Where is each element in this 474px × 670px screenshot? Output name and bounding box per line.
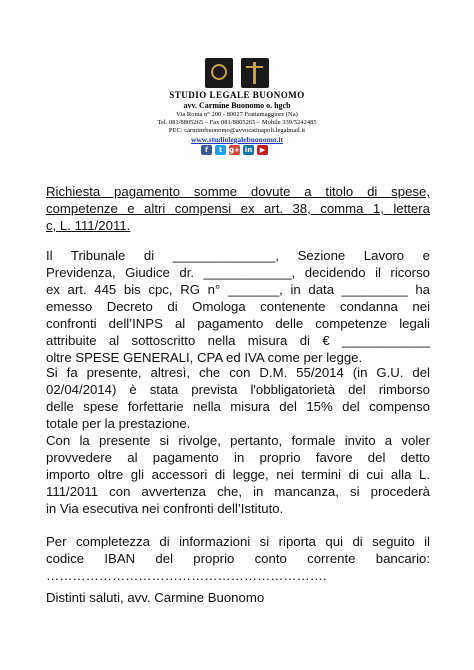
- paragraph-payment-request: [46, 432, 430, 517]
- paragraph-dm-55-2014: [46, 364, 430, 432]
- text-line: 111/2011 con avvertenza che, in mancanza, si procederà: [46, 484, 430, 499]
- text-line: provvedere al pagamento in proprio favore del detto: [46, 450, 430, 465]
- closing-signature: [46, 589, 430, 606]
- text-line: ex art. 445 bis cpc, RG n° _______, in data _________ ha: [46, 282, 430, 297]
- subject-line: c, L. 111/2011.: [46, 218, 131, 233]
- justice-scales-icon: [241, 58, 269, 88]
- studio-contacts: Tel. 081/8805265 – Fax 081/8805265 – Mobile 339/5242485: [157, 119, 317, 126]
- text-line: emesso Decreto di Omologa contenente condanna nei: [46, 299, 430, 314]
- website-link[interactable]: www.studiolegalebuonomo.it: [190, 135, 284, 144]
- social-links: [201, 145, 268, 155]
- studio-pec: PEC: carminebuonomo@avvocatinapoli.legalmail.it: [168, 127, 306, 134]
- text-line: Per completezza di informazioni si riporta qui di seguito il: [46, 534, 430, 549]
- letter-subject: [46, 183, 430, 234]
- studio-name: STUDIO LEGALE BUONOMO: [169, 90, 305, 100]
- text-line: Con la presente si rivolge, pertanto, formale invito a voler: [46, 433, 430, 448]
- subject-line: competenze e altri compensi ex art. 38, comma 1, lettera: [46, 201, 430, 216]
- subject-line: Richiesta pagamento somme dovute a titolo di spese,: [46, 184, 430, 199]
- iban-placeholder: ……………………………………………………….: [46, 568, 327, 583]
- text-line: Il Tribunale di ______________, Sezione Lavoro e: [46, 248, 430, 263]
- text-line: Si fa presente, altresì, che con D.M. 55/2014 (in G.U. del: [46, 365, 430, 380]
- text-line: oltre SPESE GENERALI, CPA ed IVA come per legge.: [46, 350, 363, 365]
- studio-address: Via Roma n° 200 - 80027 Frattamaggiore (Na): [176, 111, 298, 118]
- linkedin-icon[interactable]: in: [244, 146, 253, 154]
- text-line: delle spese forfettarie nella misura del 15% del compenso: [46, 399, 430, 414]
- text-line: Distinti saluti, avv. Carmine Buonomo: [46, 590, 265, 605]
- studio-logo: [205, 58, 271, 88]
- text-line: confronti dell’INPS al pagamento delle competenze legali: [46, 316, 430, 331]
- text-line: codice IBAN del proprio conto corrente bancario:: [46, 551, 430, 566]
- facebook-icon[interactable]: f: [201, 145, 212, 155]
- text-line: totale per la prestazione.: [46, 416, 191, 431]
- text-line: importo oltre gli accessori di legge, nei termini di cui alla L.: [46, 467, 430, 482]
- text-line: 02/04/2014) è stata prevista l'obbligatorietà del rimborso: [46, 382, 430, 397]
- text-line: Previdenza, Giudice dr. ____________, decidendo il ricorso: [46, 265, 430, 280]
- paragraph-decree: [46, 247, 430, 366]
- text-line: in Via esecutiva nei confronti dell’Istituto.: [46, 501, 284, 516]
- lawyer-name: avv. Carmine Buonomo o. hgcb: [183, 101, 291, 110]
- text-line: attribuite al sottoscritto nella misura di € ____________: [46, 333, 430, 348]
- youtube-icon[interactable]: ▶: [257, 145, 268, 155]
- twitter-icon[interactable]: t: [215, 145, 226, 155]
- paragraph-iban: [46, 533, 430, 584]
- crest-logo-icon: [205, 58, 233, 88]
- googleplus-icon[interactable]: g+: [229, 146, 240, 154]
